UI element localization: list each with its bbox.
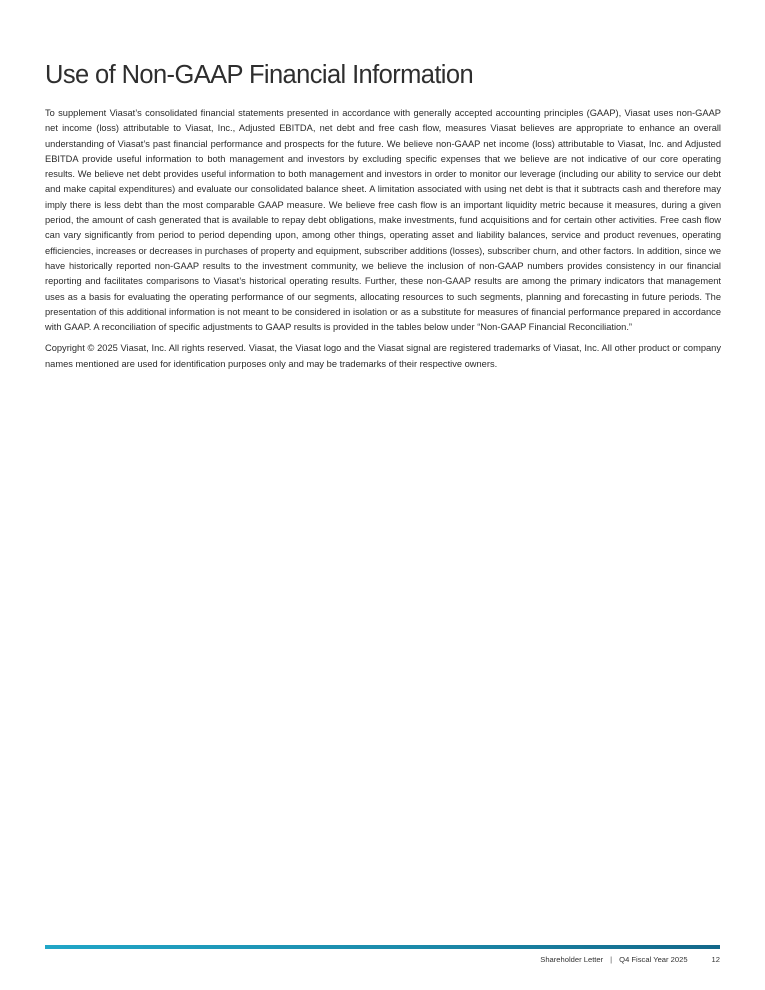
footer-separator: | [610, 955, 613, 964]
page-number: 12 [711, 955, 720, 964]
footer-doc-name: Shareholder Letter [540, 955, 604, 964]
page-content [45, 58, 721, 372]
page-footer [540, 955, 720, 964]
non-gaap-paragraph: To supplement Viasat’s consolidated financial statements presented in accordance with generally accepted accounting principles (GAAP), Viasat uses non-GAAP net income (loss) attributable to Viasat, Inc., Adjusted EBITDA, net debt and free cash flow, measures Viasat believes are appropriate to enhance an overall understanding of Viasat’s past financial performance and prospects for the future. We believe non-GAAP net income (loss) attributable to Viasat, Inc. and Adjusted EBITDA provide useful information to both management and investors by excluding specific expenses that we believe are not indicative of our core operating results. We believe net debt provides useful information to both management and investors in order to monitor our leverage (including our ability to service our debt and make capital expenditures) and evaluate our consolidated balance sheet. A limitation associated with using net debt is that it subtracts cash and therefore may imply there is less debt than the most comparable GAAP measure. We believe free cash flow is an important liquidity metric because it measures, during a given period, the amount of cash generated that is available to repay debt obligations, make investments, fund acquisitions and for certain other activities. Free cash flow can vary significantly from period to period depending upon, among other things, operating asset and liability balances, service and product revenues, operating efficiencies, increases or decreases in purchases of property and equipment, subscriber additions (losses), subscriber churn, and other factors. In addition, since we have historically reported non-GAAP results to the investment community, we believe the inclusion of non-GAAP numbers provides consistency in our financial reporting and facilitates comparisons to Viasat’s historical operating results. Further, these non-GAAP results are among the primary indicators that management uses as a basis for evaluating the operating performance of our segments, allocating resources to such segments, planning and forecasting in future periods. The presentation of this additional information is not meant to be considered in isolation or as a substitute for measures of financial performance prepared in accordance with GAAP. A reconciliation of specific adjustments to GAAP results is provided in the tables below under “Non-GAAP Financial Reconciliation.” [45, 108, 721, 333]
page-title: Use of Non-GAAP Financial Information [45, 61, 474, 89]
copyright-paragraph: Copyright © 2025 Viasat, Inc. All rights reserved. Viasat, the Viasat logo and the Viasat signal are registered trademarks of Viasat, Inc. All other product or company names mentioned are used for identification purposes only and may be trademarks of their respective owners. [45, 343, 721, 369]
footer-rule [45, 945, 720, 949]
footer-period: Q4 Fiscal Year 2025 [619, 955, 688, 964]
